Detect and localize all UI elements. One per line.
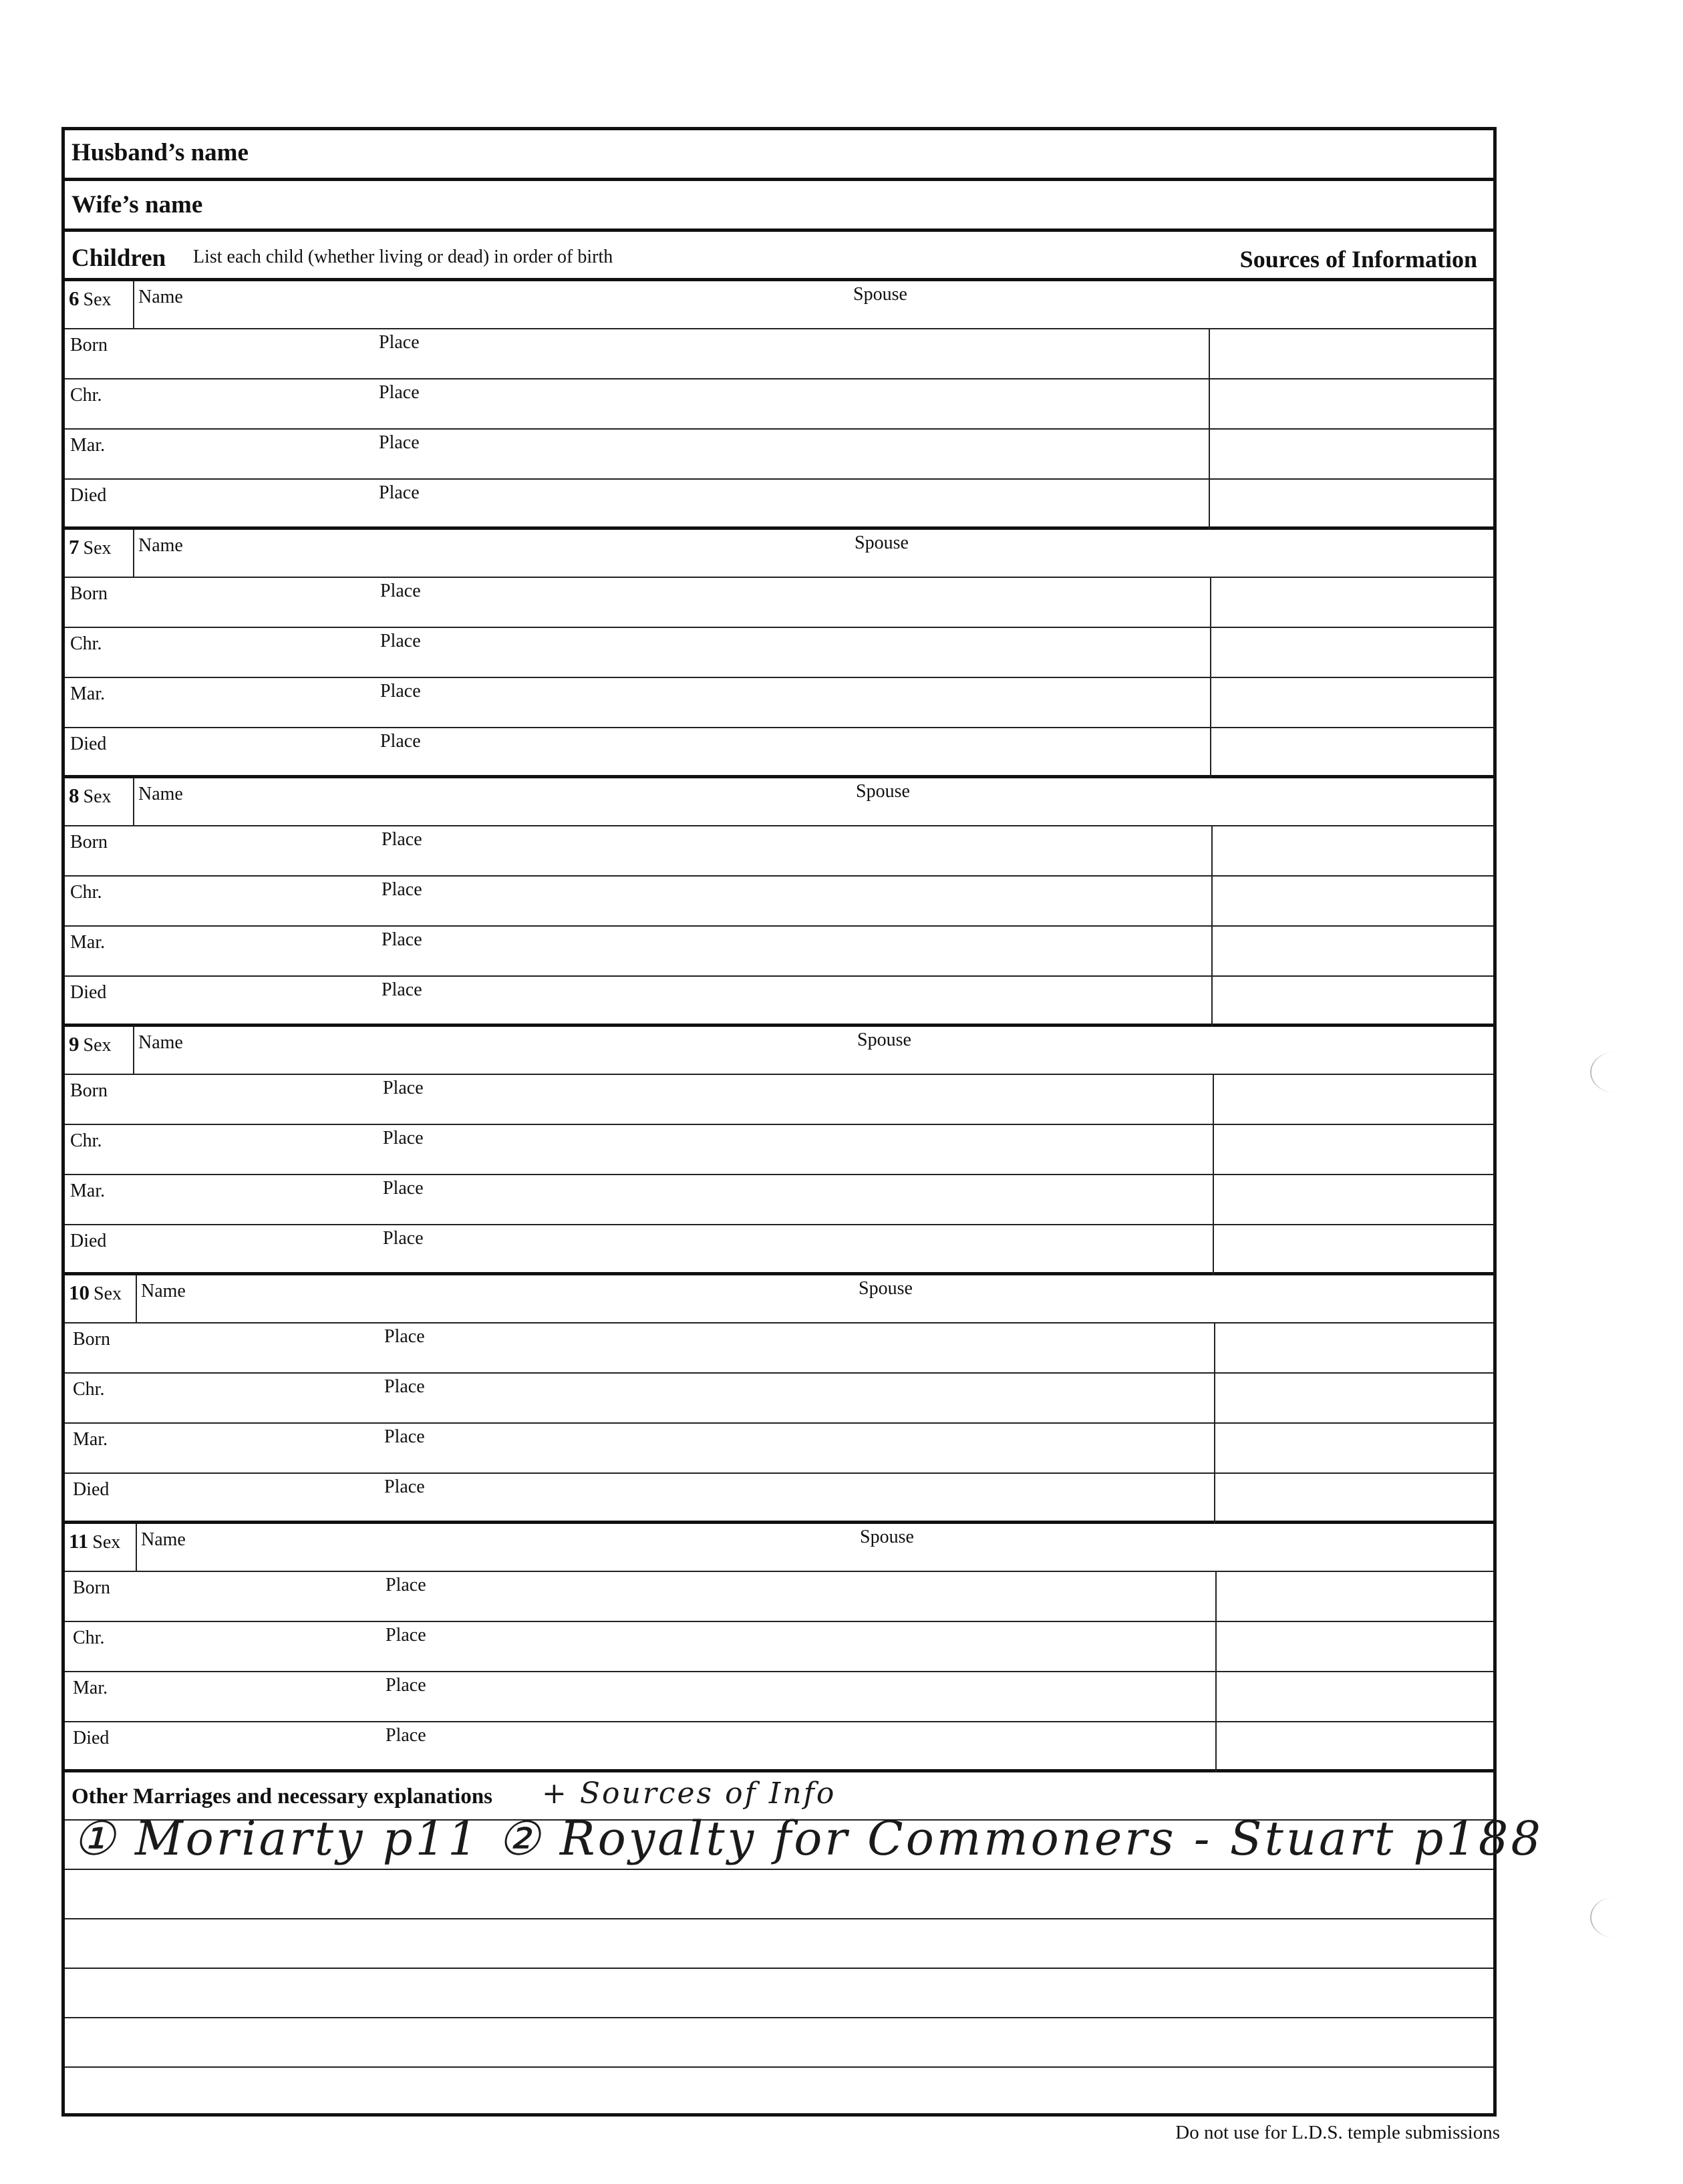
husband-name-label: Husband’s name — [71, 139, 249, 166]
handwritten-source-citation: ① Moriarty p11 ② Royalty for Commoners - Stuart p188 — [73, 1811, 1543, 1866]
sex-divider — [136, 1524, 137, 1572]
family-group-sheet-form — [61, 127, 1543, 2117]
child-name-label: Name — [138, 535, 183, 556]
child-spouse-label: Spouse — [855, 532, 909, 553]
event-row — [65, 1175, 1493, 1225]
child-name-label: Name — [138, 784, 183, 804]
sources-column-divider — [1213, 1175, 1214, 1225]
child-number: 10 — [69, 1281, 90, 1304]
place-label: Place — [380, 681, 421, 701]
event-label: Mar. — [70, 932, 106, 953]
event-row — [65, 1075, 1493, 1125]
event-row — [65, 430, 1493, 480]
children-header-row — [65, 232, 1493, 281]
event-row — [65, 1225, 1493, 1275]
sources-column-divider — [1210, 578, 1211, 628]
child-name-label: Name — [141, 1281, 186, 1301]
place-label: Place — [380, 731, 421, 752]
event-label: Chr. — [70, 385, 102, 406]
sources-column-divider — [1209, 430, 1210, 480]
event-label: Died — [70, 982, 107, 1003]
place-label: Place — [386, 1675, 426, 1696]
event-label: Born — [70, 335, 108, 355]
punch-hole-mark — [1590, 1052, 1638, 1092]
event-row — [65, 1672, 1493, 1722]
event-label: Mar. — [70, 1181, 106, 1201]
event-row — [65, 379, 1493, 430]
explanation-line — [65, 1870, 1493, 1919]
place-label: Place — [386, 1575, 426, 1595]
event-label: Born — [70, 583, 108, 604]
place-label: Place — [383, 1178, 424, 1199]
event-label: Mar. — [73, 1429, 108, 1450]
event-label: Chr. — [70, 882, 102, 903]
explanation-line — [65, 1811, 1543, 1870]
place-label: Place — [381, 979, 422, 1000]
place-label: Place — [383, 1228, 424, 1249]
place-label: Place — [381, 929, 422, 950]
child-name-label: Name — [138, 1032, 183, 1053]
event-row — [65, 728, 1493, 778]
event-label: Chr. — [73, 1627, 105, 1648]
place-label: Place — [384, 1376, 425, 1397]
sources-column-divider — [1213, 1225, 1214, 1275]
place-label: Place — [386, 1725, 426, 1746]
child-name-label: Name — [141, 1529, 186, 1550]
event-row — [65, 628, 1493, 678]
sources-column-divider — [1210, 628, 1211, 678]
child-header-row — [65, 1027, 1493, 1075]
child-number-sex — [69, 1281, 122, 1305]
sex-label: Sex — [94, 1283, 122, 1304]
event-label: Born — [70, 832, 108, 852]
event-row — [65, 826, 1493, 877]
event-label: Born — [73, 1329, 110, 1350]
sources-column-divider — [1213, 1125, 1214, 1175]
event-row — [65, 1374, 1493, 1424]
event-row — [65, 1622, 1493, 1672]
child-spouse-label: Spouse — [856, 781, 910, 802]
child-header-row — [65, 1524, 1493, 1572]
child-number-sex — [69, 1529, 120, 1553]
sources-column-divider — [1214, 1323, 1215, 1374]
sources-column-divider — [1215, 1572, 1217, 1622]
sources-column-divider — [1215, 1672, 1217, 1722]
sources-column-divider — [1214, 1474, 1215, 1524]
sex-divider — [133, 778, 134, 826]
place-label: Place — [383, 1128, 424, 1148]
place-label: Place — [379, 332, 420, 353]
place-label: Place — [384, 1326, 425, 1347]
sex-divider — [133, 1027, 134, 1075]
place-label: Place — [381, 879, 422, 900]
sources-column-divider — [1213, 1075, 1214, 1125]
sex-label: Sex — [83, 786, 112, 807]
event-label: Mar. — [73, 1678, 108, 1698]
other-marriages-label: Other Marriages and necessary explanations — [71, 1784, 493, 1809]
event-label: Chr. — [70, 1130, 102, 1151]
event-row — [65, 1722, 1493, 1772]
child-number: 9 — [69, 1032, 80, 1056]
child-spouse-label: Spouse — [857, 1030, 911, 1050]
place-label: Place — [379, 482, 420, 503]
sources-column-divider — [1209, 379, 1210, 430]
event-row — [65, 877, 1493, 927]
event-label: Chr. — [73, 1379, 105, 1400]
place-label: Place — [379, 382, 420, 403]
event-label: Died — [73, 1479, 110, 1500]
event-row — [65, 329, 1493, 379]
handwritten-sources-note: + Sources of Info — [542, 1776, 836, 1811]
event-row — [65, 927, 1493, 977]
sources-column-divider — [1211, 826, 1213, 877]
event-row — [65, 480, 1493, 530]
sources-column-divider — [1214, 1374, 1215, 1424]
event-row — [65, 1323, 1493, 1374]
event-label: Mar. — [70, 683, 106, 704]
event-label: Died — [70, 734, 107, 754]
explanation-line — [65, 2068, 1493, 2117]
child-name-label: Name — [138, 287, 183, 307]
sources-column-divider — [1215, 1722, 1217, 1772]
children-label: Children — [71, 245, 166, 272]
child-header-row — [65, 778, 1493, 826]
explanation-line — [65, 2018, 1493, 2068]
child-header-row — [65, 281, 1493, 329]
child-number: 6 — [69, 287, 80, 310]
event-label: Died — [73, 1728, 110, 1748]
sources-column-divider — [1211, 977, 1213, 1027]
child-number: 8 — [69, 784, 80, 807]
child-number-sex — [69, 1032, 112, 1056]
sources-column-divider — [1215, 1622, 1217, 1672]
sex-divider — [133, 281, 134, 329]
place-label: Place — [380, 631, 421, 651]
event-row — [65, 977, 1493, 1027]
sex-label: Sex — [92, 1532, 121, 1553]
sources-column-divider — [1209, 480, 1210, 530]
event-row — [65, 678, 1493, 728]
child-number-sex — [69, 784, 112, 808]
explanation-line — [65, 1969, 1493, 2018]
event-label: Mar. — [70, 435, 106, 456]
event-row — [65, 1125, 1493, 1175]
place-label: Place — [386, 1625, 426, 1646]
event-row — [65, 1424, 1493, 1474]
child-number: 7 — [69, 535, 80, 559]
child-header-row — [65, 1275, 1493, 1323]
children-instruction: List each child (whether living or dead) in order of birth — [193, 247, 613, 267]
husband-row — [65, 130, 1493, 181]
event-label: Born — [70, 1080, 108, 1101]
sex-label: Sex — [83, 289, 112, 310]
event-row — [65, 1474, 1493, 1524]
place-label: Place — [379, 432, 420, 453]
event-row — [65, 1572, 1493, 1622]
explanation-line — [65, 1919, 1493, 1969]
place-label: Place — [380, 581, 421, 601]
sex-label: Sex — [83, 538, 112, 559]
punch-hole-mark — [1590, 1897, 1638, 1937]
child-number-sex — [69, 287, 112, 311]
child-spouse-label: Spouse — [860, 1527, 914, 1547]
sources-column-divider — [1209, 329, 1210, 379]
sources-column-divider — [1214, 1424, 1215, 1474]
sources-column-divider — [1210, 728, 1211, 778]
sex-divider — [136, 1275, 137, 1323]
child-number: 11 — [69, 1529, 89, 1553]
event-label: Died — [70, 1231, 107, 1251]
event-label: Chr. — [70, 633, 102, 654]
event-label: Died — [70, 485, 107, 506]
child-header-row — [65, 530, 1493, 578]
event-row — [65, 578, 1493, 628]
sources-column-divider — [1211, 927, 1213, 977]
child-spouse-label: Spouse — [859, 1278, 913, 1299]
sources-of-information-label: Sources of Information — [1239, 246, 1477, 273]
child-number-sex — [69, 535, 112, 559]
sex-divider — [133, 530, 134, 578]
event-label: Born — [73, 1577, 110, 1598]
sources-column-divider — [1211, 877, 1213, 927]
child-spouse-label: Spouse — [853, 284, 907, 305]
place-label: Place — [384, 1426, 425, 1447]
sex-label: Sex — [83, 1035, 112, 1056]
wife-row — [65, 181, 1493, 232]
place-label: Place — [383, 1078, 424, 1098]
sources-column-divider — [1210, 678, 1211, 728]
footer-notice: Do not use for L.D.S. temple submissions — [1175, 2122, 1500, 2143]
place-label: Place — [381, 829, 422, 850]
wife-name-label: Wife’s name — [71, 191, 203, 218]
place-label: Place — [384, 1476, 425, 1497]
